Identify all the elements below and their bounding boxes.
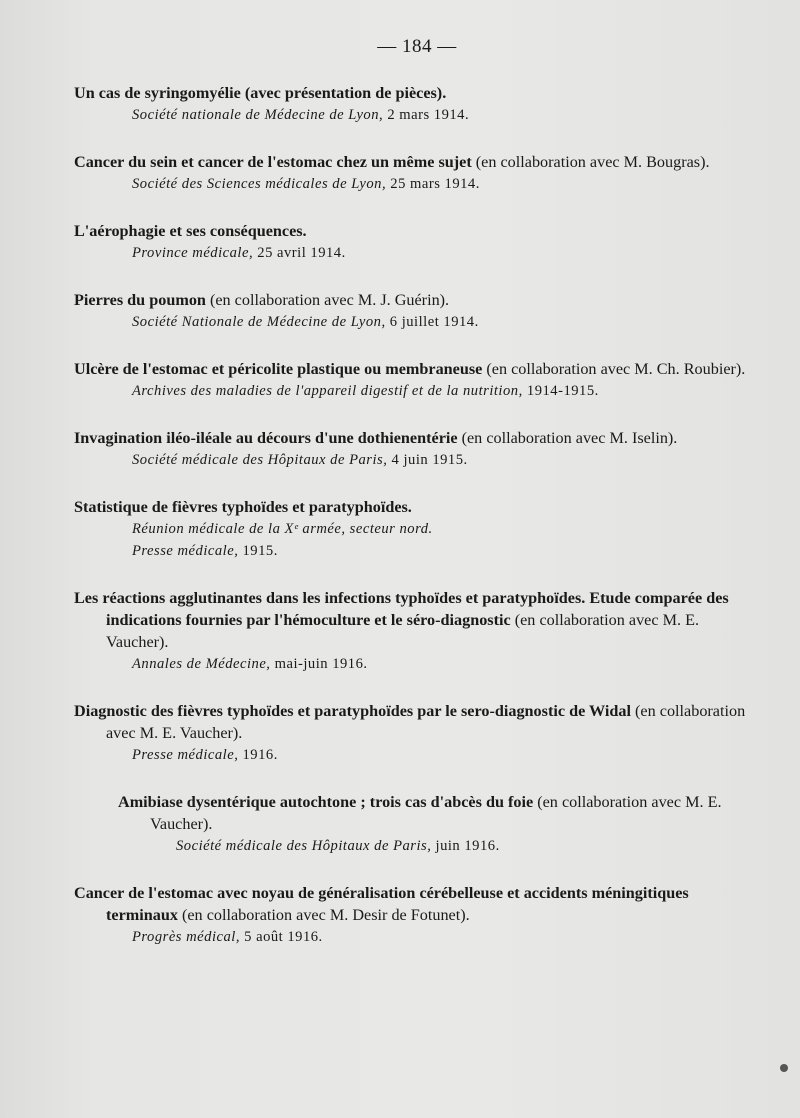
bibliography-entry xyxy=(74,358,760,402)
entry-heading xyxy=(74,587,760,653)
entry-title: Statistique de fièvres typhoïdes et paratyphoïdes. xyxy=(74,498,412,516)
entry-heading xyxy=(118,791,760,835)
source-date: 25 avril 1914. xyxy=(257,245,346,261)
entry-title: Diagnostic des fièvres typhoïdes et paratyphoïdes par le sero-diagnostic de Widal xyxy=(74,702,631,720)
entry-title: Amibiase dysentérique autochtone ; trois cas d'abcès du foie xyxy=(118,793,534,811)
source-journal: Société des Sciences médicales de Lyon, xyxy=(132,176,387,192)
entry-heading xyxy=(74,882,760,926)
entry-collaboration: (en collaboration avec M. J. Guérin). xyxy=(209,291,450,309)
entry-source xyxy=(74,653,760,675)
entry-source xyxy=(74,744,760,766)
source-journal: Archives des maladies de l'appareil digestif et de la nutrition, xyxy=(132,383,523,399)
entry-collaboration: (en collaboration avec M. Iselin). xyxy=(461,429,678,447)
entry-source xyxy=(74,540,760,562)
entry-source xyxy=(118,835,760,857)
source-journal: Presse médicale, xyxy=(132,747,239,763)
source-date: mai-juin 1916. xyxy=(274,656,368,672)
source-date: 6 juillet 1914. xyxy=(389,314,479,330)
entry-heading xyxy=(74,151,760,173)
entry-heading xyxy=(74,700,760,744)
entry-heading xyxy=(74,496,760,518)
entry-heading xyxy=(74,220,760,242)
entry-title: Ulcère de l'estomac et péricolite plastique ou membraneuse xyxy=(74,360,483,378)
source-date: 25 mars 1914. xyxy=(390,176,480,192)
entry-collaboration: (en collaboration avec M. E. Vaucher). xyxy=(106,611,700,651)
source-journal: Annales de Médecine, xyxy=(132,656,271,672)
entry-heading xyxy=(74,289,760,311)
entry-source xyxy=(74,518,760,540)
source-journal: Progrès médical, xyxy=(132,929,240,945)
entry-collaboration: (en collaboration avec M. E. Vaucher). xyxy=(106,702,746,742)
bibliography-entry xyxy=(74,882,760,948)
entry-collaboration: (en collaboration avec M. Bougras). xyxy=(475,153,710,171)
entry-collaboration: (en collaboration avec M. Ch. Roubier). xyxy=(486,360,746,378)
entry-heading xyxy=(74,358,760,380)
entry-source xyxy=(74,173,760,195)
bibliography-entry xyxy=(74,289,760,333)
source-date: 2 mars 1914. xyxy=(387,107,470,123)
bibliography-entry xyxy=(74,427,760,471)
entry-source xyxy=(74,242,760,264)
source-journal: Société médicale des Hôpitaux de Paris, xyxy=(132,452,388,468)
bibliography-entry xyxy=(74,151,760,195)
page-number: — 184 — xyxy=(377,36,457,57)
source-journal: Société nationale de Médecine de Lyon, xyxy=(132,107,384,123)
entry-title: Cancer de l'estomac avec noyau de généralisation cérébelleuse et accidents méningitiques terminaux xyxy=(74,884,689,924)
source-date: 1914-1915. xyxy=(526,383,599,399)
source-date: 1915. xyxy=(242,543,278,559)
entry-title: Invagination iléo-iléale au décours d'une dothienentérie xyxy=(74,429,458,447)
entry-title: Pierres du poumon xyxy=(74,291,206,309)
source-journal: Société médicale des Hôpitaux de Paris, xyxy=(176,838,432,854)
source-journal: Presse médicale, xyxy=(132,543,239,559)
bibliography-entry xyxy=(74,220,760,264)
bibliography-entry xyxy=(74,791,760,857)
entry-heading xyxy=(74,82,760,104)
bibliography-entry xyxy=(74,82,760,126)
source-date: 4 juin 1915. xyxy=(391,452,468,468)
source-date: juin 1916. xyxy=(435,838,500,854)
source-journal: Réunion médicale de la Xᵉ armée, secteur nord. xyxy=(132,521,433,537)
source-journal: Province médicale, xyxy=(132,245,254,261)
entry-title: Un cas de syringomyélie (avec présentation de pièces). xyxy=(74,84,447,102)
entry-source xyxy=(74,104,760,126)
bibliography-entry xyxy=(74,700,760,766)
entry-collaboration: (en collaboration avec M. Desir de Fotunet). xyxy=(181,906,470,924)
ink-speck xyxy=(780,1064,788,1072)
entry-heading xyxy=(74,427,760,449)
entry-title: Cancer du sein et cancer de l'estomac chez un même sujet xyxy=(74,153,472,171)
bibliography-entry xyxy=(74,587,760,675)
entry-source xyxy=(74,926,760,948)
entry-source xyxy=(74,380,760,402)
source-date: 1916. xyxy=(242,747,278,763)
source-date: 5 août 1916. xyxy=(244,929,323,945)
entry-title: Les réactions agglutinantes dans les infections typhoïdes et paratyphoïdes. Etude comparée des indications fournies par l'hémoculture et le séro-diagnostic xyxy=(74,589,729,629)
entry-source xyxy=(74,311,760,333)
entry-collaboration: (en collaboration avec M. E. Vaucher). xyxy=(150,793,722,833)
entry-title: L'aérophagie et ses conséquences. xyxy=(74,222,307,240)
bibliography-entry xyxy=(74,496,760,562)
entry-source xyxy=(74,449,760,471)
source-journal: Société Nationale de Médecine de Lyon, xyxy=(132,314,386,330)
